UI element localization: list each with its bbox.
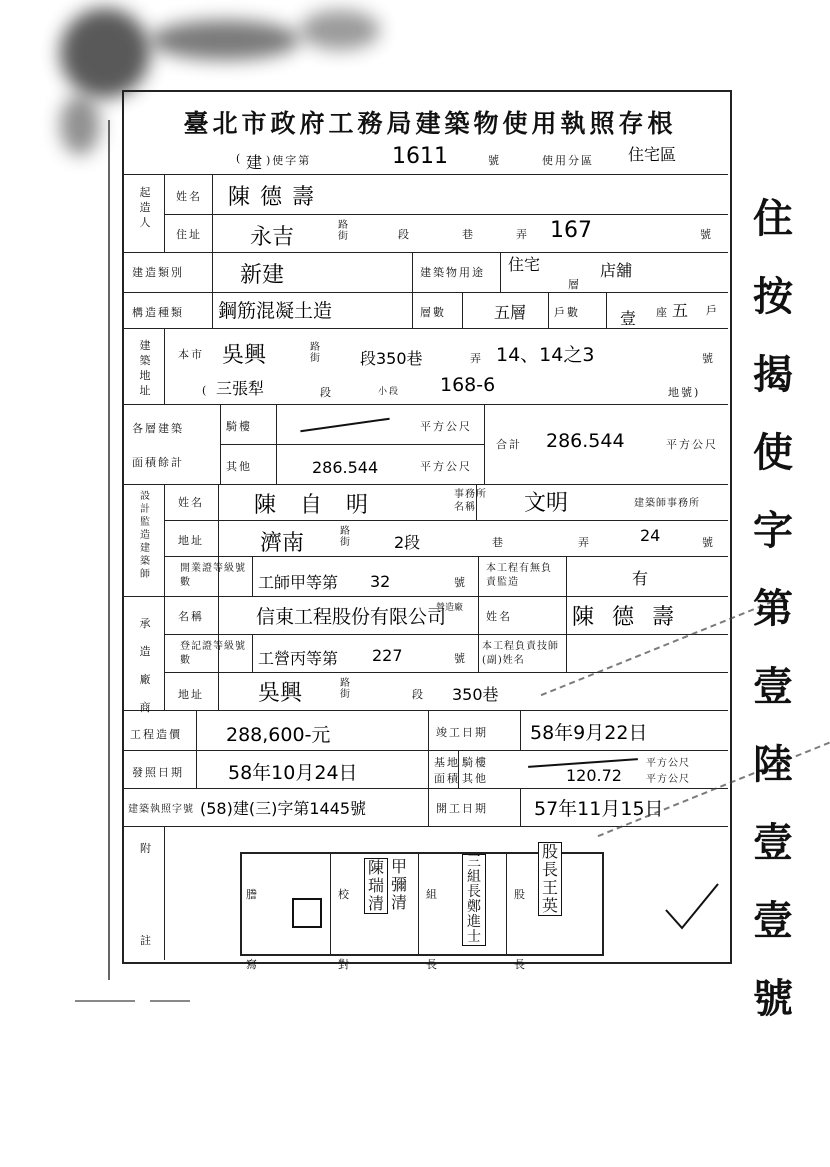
- architect-addr-road: 濟南: [260, 531, 305, 556]
- finish-value: 58年9月22日: [530, 722, 648, 744]
- rule: [484, 404, 485, 484]
- scan-smudge: [60, 8, 150, 98]
- units-suffix: 座: [656, 306, 669, 319]
- site-city: 本市: [178, 348, 204, 361]
- architect-license-no: 32: [370, 572, 391, 591]
- owner-name-label: 姓名: [176, 190, 202, 203]
- architect-addr-alley: 弄: [578, 536, 591, 549]
- architect-firm-suffix: 建築師事務所: [634, 498, 700, 509]
- rule: [566, 556, 567, 596]
- cost-label: 工程造價: [130, 728, 182, 741]
- area-group-label2: 面積餘計: [132, 456, 184, 469]
- building-type-value: 新建: [240, 263, 285, 288]
- rule: [276, 404, 277, 484]
- seal-section: 三組長鄭進士: [462, 854, 486, 946]
- stamp-col-section: 組長: [426, 888, 439, 971]
- rule: [164, 826, 165, 960]
- contractor-reg-hao: 號: [454, 652, 467, 665]
- rule: [520, 788, 521, 826]
- contractor-addr-sec: 段: [412, 688, 425, 701]
- remarks-label-bottom: 註: [140, 934, 153, 947]
- area-unit1: 平方公尺: [420, 420, 472, 433]
- area-unit2: 平方公尺: [420, 460, 472, 473]
- rule: [212, 174, 213, 252]
- seal-chief: 股長王英: [538, 842, 562, 916]
- architect-supervise-value: 有: [632, 569, 649, 588]
- building-type-label: 建造類別: [132, 266, 184, 279]
- architect-license-value: 工師甲等第: [258, 573, 339, 592]
- structure-value: 鋼筋混凝土造: [218, 300, 333, 322]
- architect-name-label: 姓名: [178, 496, 204, 509]
- area-arcade-label: 騎樓: [226, 420, 252, 433]
- scan-dash: [150, 1000, 190, 1002]
- issue-arcade-label: 騎樓: [462, 756, 488, 769]
- contractor-addr-road: 吳興: [258, 681, 303, 706]
- contractor-person-value: 陳德壽: [572, 605, 693, 630]
- permit-prefix-rest: )使字第: [266, 154, 312, 167]
- rule: [220, 444, 484, 445]
- base-label1: 基地: [434, 756, 460, 769]
- owner-addr-hao: 號: [700, 228, 713, 241]
- rule: [164, 214, 728, 215]
- floors-value: 五層: [494, 303, 527, 322]
- rule: [124, 596, 728, 597]
- rule: [124, 252, 728, 253]
- rule: [124, 292, 728, 293]
- land-no: 168-6: [440, 374, 496, 396]
- permit-prefix: (: [236, 152, 243, 165]
- start-label: 開工日期: [436, 802, 488, 815]
- units-suffix2: 戶: [706, 304, 719, 317]
- owner-addr-alley: 弄: [516, 228, 529, 241]
- area-total-label: 合計: [496, 438, 522, 451]
- architect-addr-label: 地址: [178, 534, 204, 547]
- building-use-value2: 店舖: [600, 261, 633, 280]
- issue-other-value: 120.72: [566, 766, 622, 785]
- rule: [124, 484, 728, 485]
- zone-label: 使用分區: [542, 154, 594, 167]
- architect-firm-label: 事務所名稱: [454, 489, 487, 513]
- rule: [124, 404, 728, 405]
- units-value: 壹: [620, 309, 637, 328]
- stamp-col-chief: 股長: [514, 888, 527, 971]
- finish-label: 竣工日期: [436, 726, 488, 739]
- architect-addr-no: 24: [640, 526, 661, 545]
- contractor-group-label: 承造廠商: [139, 617, 151, 714]
- site-sec-lane: 段350巷: [360, 349, 423, 368]
- architect-addr-lane: 巷: [492, 536, 505, 549]
- cost-value: 288,600-元: [226, 724, 331, 746]
- scan-border-line: [108, 120, 110, 980]
- land-hao: 地號): [668, 386, 701, 399]
- approval-stamp-box: [240, 842, 604, 971]
- contractor-reg-label: 登記證等級號數: [180, 641, 246, 666]
- floors-label: 層數: [420, 306, 446, 319]
- contractor-reg-value: 工營丙等第: [258, 649, 339, 668]
- check-mark-icon: [662, 880, 722, 940]
- rule: [500, 252, 501, 292]
- site-no: 14、14之3: [496, 344, 595, 366]
- building-use-value: 住宅: [508, 255, 541, 274]
- permit-hao: 號: [488, 154, 501, 167]
- building-use-label: 建築物用途: [420, 266, 485, 279]
- building-use-layer: 層: [568, 278, 581, 291]
- scan-dash: [75, 1000, 135, 1002]
- rule: [412, 252, 413, 328]
- architect-name-value: 陳自明: [254, 493, 393, 518]
- owner-addr-label: 住址: [176, 228, 202, 241]
- contractor-name-label: 名稱: [178, 610, 204, 623]
- structure-label: 構造種類: [132, 306, 184, 319]
- form-title: 臺北市政府工務局建築物使用執照存根: [183, 109, 677, 138]
- permit-label: 建築執照字號: [128, 804, 194, 815]
- rule: [164, 634, 728, 635]
- scan-smudge: [60, 95, 100, 155]
- start-value: 57年11月15日: [534, 798, 664, 820]
- architect-group-label: 設計監造建築師: [140, 491, 150, 580]
- contractor-person-label: 姓名: [486, 610, 512, 623]
- land-small: 小段: [378, 387, 401, 397]
- contractor-tech-label: 本工程負責技師(副)姓名: [482, 641, 559, 666]
- issue-other-label: 其他: [462, 772, 488, 785]
- remarks-label-top: 附: [140, 842, 153, 855]
- contractor-addr-road-label: 路街: [340, 678, 352, 700]
- rule: [124, 174, 728, 175]
- permit-value: (58)建(三)字第1445號: [200, 799, 367, 818]
- site-alley-label: 弄: [470, 352, 483, 365]
- rule: [196, 710, 197, 788]
- rule: [212, 252, 213, 328]
- rule: [548, 292, 549, 328]
- rule: [164, 174, 165, 252]
- rule: [164, 556, 728, 557]
- rule: [252, 556, 253, 596]
- side-characters: 住按 揭 使 字 第 壹 陸 壹 壹 號: [753, 196, 793, 1022]
- land-paren: (: [202, 384, 209, 397]
- site-hao: 號: [702, 352, 715, 365]
- contractor-addr-lane: 350巷: [452, 685, 499, 704]
- issue-unit2: 平方公尺: [646, 774, 690, 785]
- architect-firm-value: 文明: [524, 491, 569, 516]
- architect-license-hao: 號: [454, 576, 467, 589]
- land-sec: 三張犁: [216, 379, 265, 398]
- rule: [428, 710, 429, 826]
- land-sec-label: 段: [320, 386, 333, 399]
- zone-value: 住宅區: [628, 145, 677, 164]
- scan-smudge: [300, 10, 380, 50]
- rule: [478, 596, 479, 672]
- rule: [520, 710, 521, 750]
- stamp-col-scribe: 謄寫: [246, 888, 259, 971]
- issue-label: 發照日期: [132, 766, 184, 779]
- area-total-value: 286.544: [546, 430, 625, 452]
- rule: [220, 404, 221, 484]
- owner-group-label: 起造人: [139, 186, 151, 229]
- contractor-reg-no: 227: [372, 646, 403, 665]
- contractor-name-type: 營造廠: [436, 603, 464, 613]
- stamp-col-proof: 校對: [338, 888, 351, 971]
- site-road-label: 路街: [310, 342, 322, 364]
- base-label2: 面積: [434, 772, 460, 785]
- permit-prefix-handwritten: 建: [246, 153, 263, 172]
- area-unit3: 平方公尺: [666, 438, 718, 451]
- permit-number: 1611: [392, 144, 448, 169]
- rule: [606, 292, 607, 328]
- rule: [252, 634, 253, 672]
- area-group-label1: 各層建築: [132, 422, 184, 435]
- site-group-label: 建築地址: [139, 339, 151, 397]
- rule: [218, 484, 219, 710]
- architect-addr-road-label: 路街: [340, 526, 352, 548]
- rule: [164, 484, 165, 710]
- owner-addr-road: 永吉: [250, 225, 295, 250]
- architect-license-label: 開業證等級號數: [180, 563, 246, 588]
- owner-addr-no: 167: [550, 218, 592, 243]
- architect-addr-hao: 號: [702, 536, 715, 549]
- site-road: 吳興: [222, 343, 267, 368]
- rule: [164, 328, 165, 404]
- rule: [566, 596, 567, 672]
- seal-scribe: 陳瑞清: [364, 858, 388, 914]
- seal-proof: 甲彌清: [390, 857, 407, 912]
- issue-value: 58年10月24日: [228, 762, 358, 784]
- rule: [478, 556, 479, 596]
- contractor-addr-label: 地址: [178, 688, 204, 701]
- area-other-label: 其他: [226, 460, 252, 473]
- area-other-value: 286.544: [312, 458, 379, 477]
- owner-addr-road-label: 路街: [338, 220, 350, 242]
- seal-square: [292, 898, 322, 928]
- rule: [124, 826, 728, 827]
- issue-unit: 平方公尺: [646, 758, 690, 769]
- owner-name-value: 陳德壽: [228, 185, 325, 210]
- rule: [164, 520, 728, 521]
- stamp-divider: [506, 854, 507, 954]
- units-value2: 五: [672, 301, 689, 320]
- owner-addr-lane: 巷: [462, 228, 475, 241]
- contractor-name-value: 信東工程股份有限公司: [256, 606, 447, 628]
- architect-addr-sec: 2段: [394, 533, 421, 552]
- rule: [124, 328, 728, 329]
- stamp-divider: [330, 854, 331, 954]
- architect-supervise-label: 本工程有無負責監造: [486, 563, 552, 588]
- scan-smudge: [150, 20, 300, 60]
- owner-addr-sec: 段: [398, 228, 411, 241]
- stamp-divider: [418, 854, 419, 954]
- rule: [462, 292, 463, 328]
- units-label: 戶數: [554, 306, 580, 319]
